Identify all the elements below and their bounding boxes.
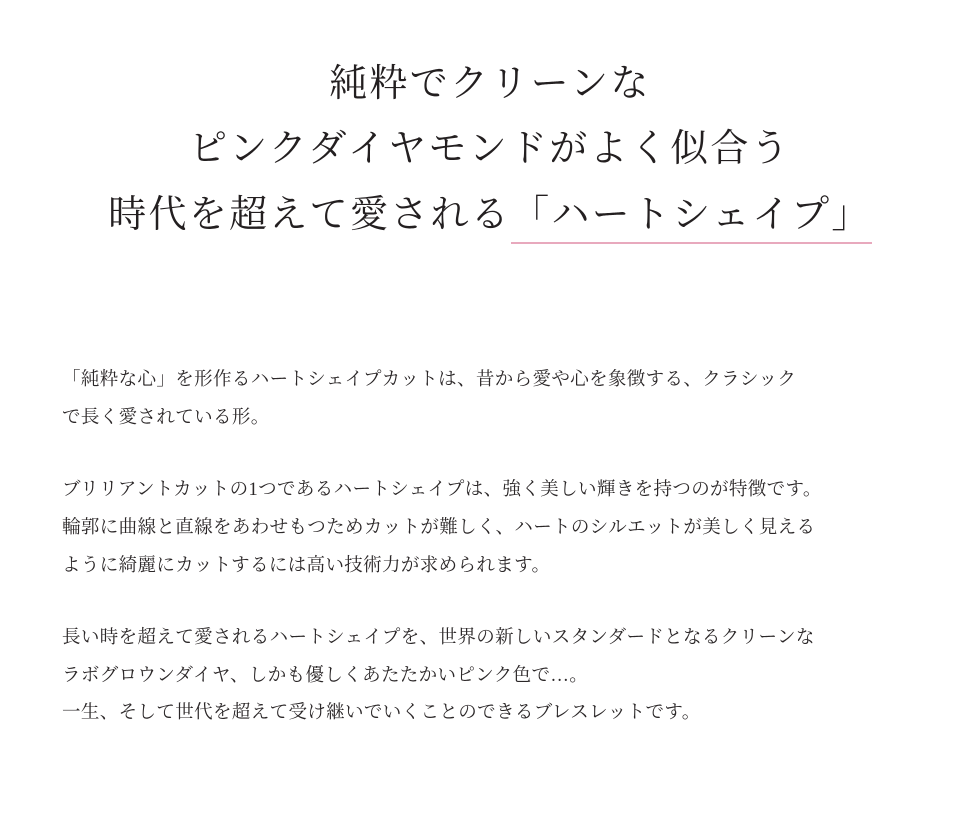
heading-line-3-emphasis: 「ハートシェイプ」	[511, 194, 872, 244]
paragraph-3-line-1: 長い時を超えて愛されるハートシェイプを、世界の新しいスタンダードとなるクリーンな	[62, 627, 815, 648]
paragraph-1-line-2: で長く愛されている形。	[62, 407, 270, 428]
paragraph-3	[62, 620, 922, 734]
heading-line-2	[0, 117, 980, 182]
paragraph-2-line-2: 輪郭に曲線と直線をあわせもつためカットが難しく、ハートのシルエットが美しく見える	[62, 517, 816, 538]
paragraph-3-line-2: ラボグロウンダイヤ、しかも優しくあたたかいピンク色で…。	[62, 665, 589, 686]
heading-line-1-text: 純粋でクリーンな	[329, 63, 651, 105]
paragraph-1	[62, 362, 922, 438]
page-heading	[0, 0, 980, 248]
paragraph-3-line-3: 一生、そして世代を超えて受け継いでいくことのできるブレスレットです。	[62, 703, 701, 724]
body-copy	[62, 362, 922, 733]
paragraph-2	[62, 472, 922, 586]
paragraph-2-line-3: ように綺麗にカットするには高い技術力が求められます。	[62, 555, 551, 576]
heading-line-1	[0, 52, 980, 117]
heading-line-3	[0, 183, 980, 248]
paragraph-1-line-1: 「純粋な心」を形作るハートシェイプカットは、昔から愛や心を象徴する、クラシック	[62, 370, 797, 390]
heading-line-2-text: ピンクダイヤモンドがよく似合う	[189, 128, 791, 171]
heading-line-3-prefix: 時代を超えて愛される	[108, 193, 512, 236]
paragraph-2-line-1: ブリリアントカットの1つであるハートシェイプは、強く美しい輝きを持つのが特徴です。	[62, 479, 822, 500]
